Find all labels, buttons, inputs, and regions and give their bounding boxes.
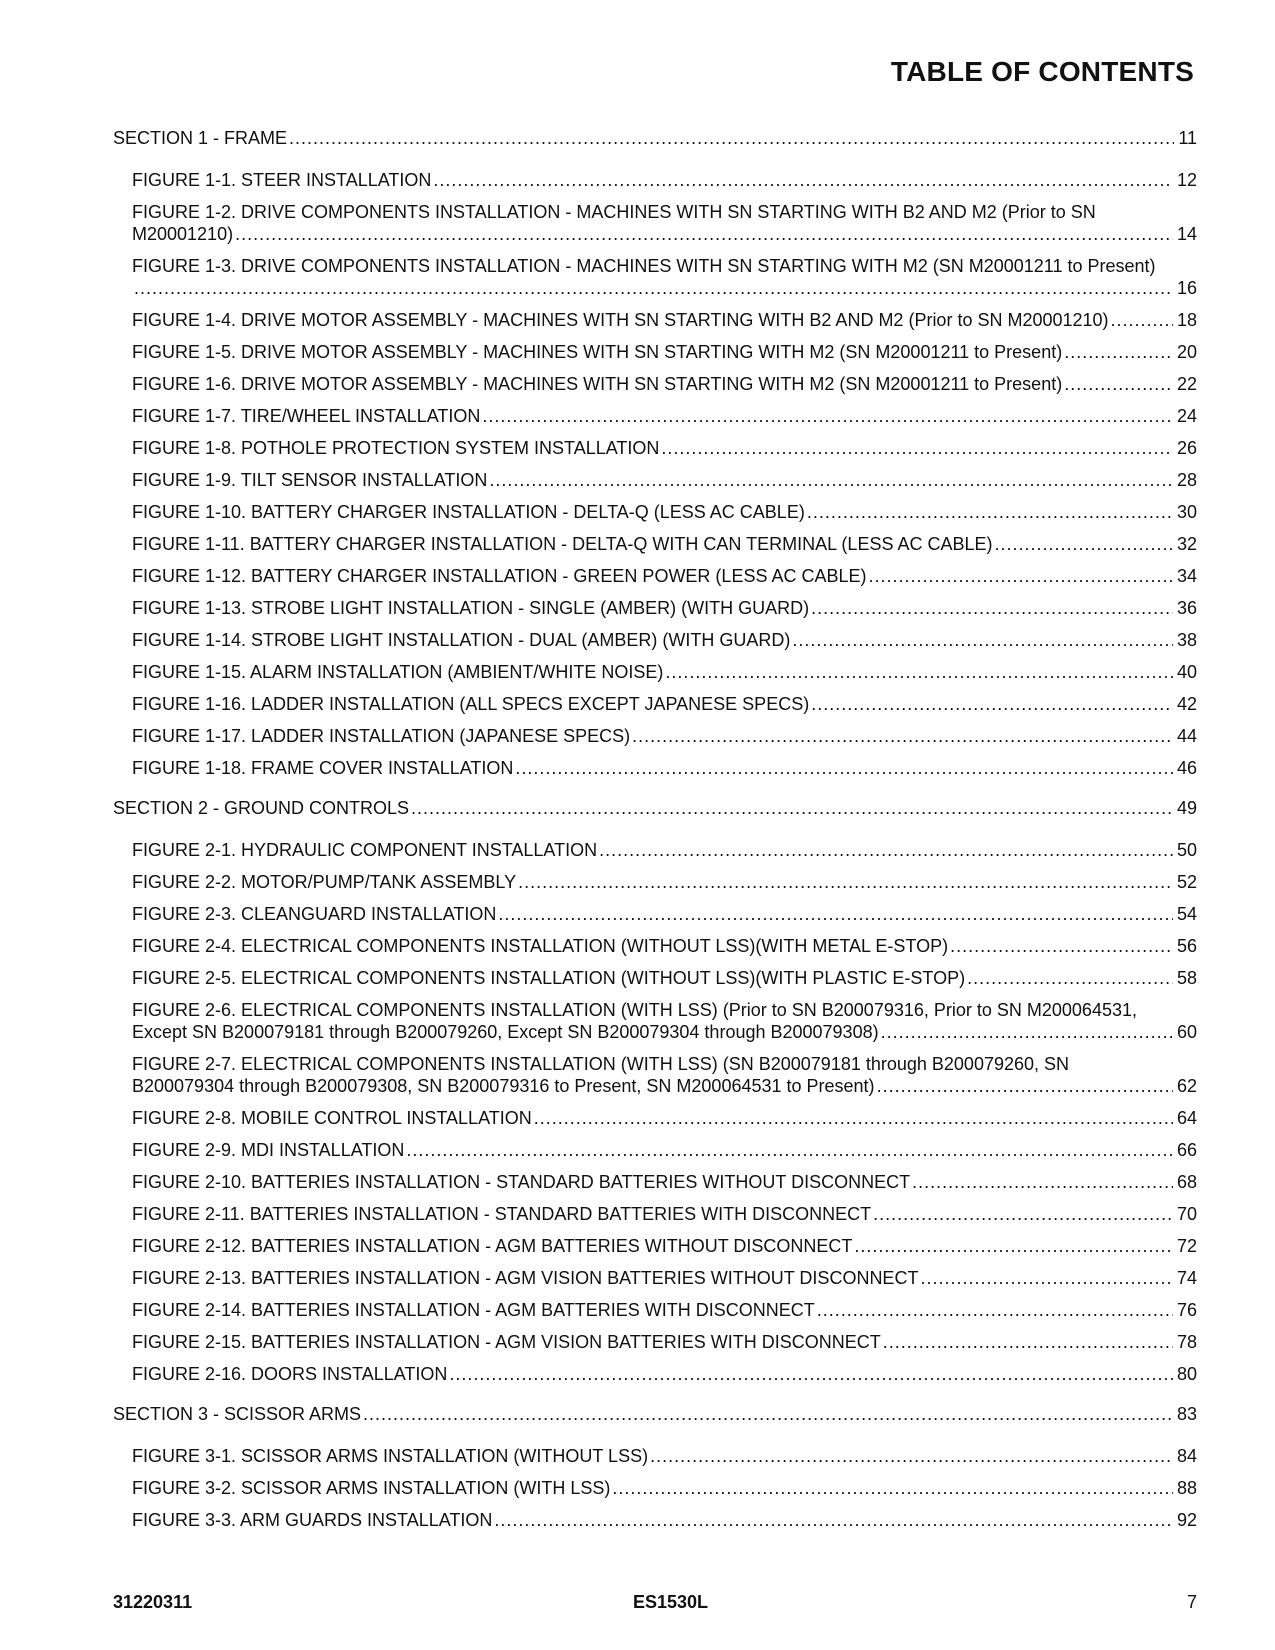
footer-doc-number: 31220311 bbox=[113, 1592, 193, 1612]
entry-label: FIGURE 1-11. BATTERY CHARGER INSTALLATION - DELTA-Q WITH CAN TERMINAL (LESS AC CABLE) bbox=[132, 534, 993, 554]
entry-page-number: 52 bbox=[1176, 872, 1197, 892]
figure-entry[interactable] bbox=[113, 1139, 1197, 1161]
figure-entry[interactable] bbox=[113, 341, 1197, 363]
entry-label: SECTION 2 - GROUND CONTROLS bbox=[113, 798, 410, 818]
dot-leader bbox=[406, 1139, 1173, 1161]
entry-label: SECTION 1 - FRAME bbox=[113, 128, 288, 148]
dot-leader bbox=[877, 1075, 1173, 1097]
entry-label: FIGURE 2-9. MDI INSTALLATION bbox=[132, 1140, 405, 1160]
entry-label: Except SN B200079181 through B200079260, Except SN B200079304 through B200079308) bbox=[132, 1022, 879, 1042]
section-entry[interactable] bbox=[113, 1403, 1197, 1425]
entry-page-number: 58 bbox=[1176, 968, 1197, 988]
figure-entry[interactable] bbox=[113, 437, 1197, 459]
entry-page-number: 44 bbox=[1176, 726, 1197, 746]
entry-label-line1: FIGURE 2-7. ELECTRICAL COMPONENTS INSTALLATION (WITH LSS) (SN B200079181 through B200079260, SN bbox=[132, 1054, 1070, 1074]
dot-leader bbox=[817, 1299, 1173, 1321]
figure-entry[interactable] bbox=[113, 839, 1197, 861]
figure-entry[interactable] bbox=[113, 935, 1197, 957]
entry-label: FIGURE 1-13. STROBE LIGHT INSTALLATION - SINGLE (AMBER) (WITH GUARD) bbox=[132, 598, 810, 618]
dot-leader bbox=[665, 661, 1173, 683]
dot-leader bbox=[881, 1021, 1173, 1043]
entry-label-line2[interactable] bbox=[132, 277, 1197, 299]
dot-leader bbox=[854, 1235, 1173, 1257]
figure-entry[interactable] bbox=[113, 597, 1197, 619]
entry-label: FIGURE 2-4. ELECTRICAL COMPONENTS INSTALLATION (WITHOUT LSS)(WITH METAL E-STOP) bbox=[132, 936, 949, 956]
entry-page-number: 26 bbox=[1176, 438, 1197, 458]
dot-leader bbox=[534, 1107, 1173, 1129]
entry-label: FIGURE 3-3. ARM GUARDS INSTALLATION bbox=[132, 1510, 493, 1530]
entry-page-number: 34 bbox=[1176, 566, 1197, 586]
entry-page-number: 22 bbox=[1176, 374, 1197, 394]
entry-label: FIGURE 3-2. SCISSOR ARMS INSTALLATION (WITH LSS) bbox=[132, 1478, 611, 1498]
entry-label: B200079304 through B200079308, SN B200079316 to Present, SN M200064531 to Present) bbox=[132, 1076, 875, 1096]
figure-entry[interactable] bbox=[113, 1445, 1197, 1467]
entry-page-number: 14 bbox=[1176, 224, 1197, 244]
entry-page-number: 62 bbox=[1176, 1076, 1197, 1096]
entry-page-number: 30 bbox=[1176, 502, 1197, 522]
entry-page-number: 24 bbox=[1176, 406, 1197, 426]
dot-leader bbox=[950, 935, 1173, 957]
figure-entry[interactable] bbox=[113, 169, 1197, 191]
entry-label-line2[interactable] bbox=[132, 1021, 1197, 1043]
figure-entry[interactable] bbox=[113, 501, 1197, 523]
footer-model: ES1530L bbox=[633, 1592, 709, 1612]
figure-entry[interactable] bbox=[113, 1053, 1197, 1097]
dot-leader bbox=[811, 693, 1173, 715]
figure-entry[interactable] bbox=[113, 757, 1197, 779]
dot-leader bbox=[1064, 373, 1173, 395]
entry-label: FIGURE 2-1. HYDRAULIC COMPONENT INSTALLATION bbox=[132, 840, 598, 860]
entry-page-number: 46 bbox=[1176, 758, 1197, 778]
dot-leader bbox=[632, 725, 1173, 747]
dot-leader bbox=[995, 533, 1173, 555]
figure-entry[interactable] bbox=[113, 309, 1197, 331]
section-entry[interactable] bbox=[113, 797, 1197, 819]
entry-label: FIGURE 1-6. DRIVE MOTOR ASSEMBLY - MACHINES WITH SN STARTING WITH M2 (SN M20001211 to Present) bbox=[132, 374, 1063, 394]
entry-page-number: 92 bbox=[1176, 1510, 1197, 1530]
figure-entry[interactable] bbox=[113, 725, 1197, 747]
figure-entry[interactable] bbox=[113, 565, 1197, 587]
footer-page-number: 7 bbox=[1186, 1592, 1197, 1612]
entry-page-number: 56 bbox=[1176, 936, 1197, 956]
dot-leader bbox=[449, 1363, 1173, 1385]
entry-page-number: 66 bbox=[1176, 1140, 1197, 1160]
entry-label: FIGURE 2-16. DOORS INSTALLATION bbox=[132, 1364, 448, 1384]
entry-page-number: 40 bbox=[1176, 662, 1197, 682]
entry-label: FIGURE 2-8. MOBILE CONTROL INSTALLATION bbox=[132, 1108, 532, 1128]
entry-page-number: 88 bbox=[1176, 1478, 1197, 1498]
entry-page-number: 83 bbox=[1176, 1404, 1197, 1424]
figure-entry[interactable] bbox=[113, 1171, 1197, 1193]
figure-entry[interactable] bbox=[113, 1363, 1197, 1385]
figure-entry[interactable] bbox=[113, 405, 1197, 427]
entry-label: FIGURE 1-5. DRIVE MOTOR ASSEMBLY - MACHINES WITH SN STARTING WITH M2 (SN M20001211 to Present) bbox=[132, 342, 1063, 362]
entry-page-number: 28 bbox=[1176, 470, 1197, 490]
entry-page-number: 12 bbox=[1176, 170, 1197, 190]
entry-label-line2[interactable] bbox=[132, 1075, 1197, 1097]
dot-leader bbox=[235, 223, 1173, 245]
entry-page-number: 50 bbox=[1176, 840, 1197, 860]
entry-page-number: 64 bbox=[1176, 1108, 1197, 1128]
entry-page-number: 70 bbox=[1176, 1204, 1197, 1224]
entry-page-number: 60 bbox=[1176, 1022, 1197, 1042]
figure-entry[interactable] bbox=[113, 1331, 1197, 1353]
page-title: TABLE OF CONTENTS bbox=[890, 56, 1194, 87]
figure-entry[interactable] bbox=[113, 469, 1197, 491]
entry-label: FIGURE 2-14. BATTERIES INSTALLATION - AGM BATTERIES WITH DISCONNECT bbox=[132, 1300, 815, 1320]
entry-label-line1: FIGURE 1-2. DRIVE COMPONENTS INSTALLATION - MACHINES WITH SN STARTING WITH B2 AND M2 (Prior to SN bbox=[132, 202, 1096, 222]
entry-label-line1: FIGURE 2-6. ELECTRICAL COMPONENTS INSTALLATION (WITH LSS) (Prior to SN B200079316, Prior to SN M200064531, bbox=[132, 1000, 1137, 1020]
dot-leader bbox=[920, 1267, 1173, 1289]
dot-leader bbox=[912, 1171, 1173, 1193]
dot-leader bbox=[811, 597, 1173, 619]
dot-leader bbox=[289, 127, 1174, 149]
entry-page-number: 18 bbox=[1176, 310, 1197, 330]
entry-page-number: 68 bbox=[1176, 1172, 1197, 1192]
entry-page-number: 74 bbox=[1176, 1268, 1197, 1288]
entry-label: FIGURE 1-9. TILT SENSOR INSTALLATION bbox=[132, 470, 488, 490]
figure-entry[interactable] bbox=[113, 629, 1197, 651]
figure-entry[interactable] bbox=[113, 693, 1197, 715]
entry-page-number: 49 bbox=[1176, 798, 1197, 818]
dot-leader bbox=[883, 1331, 1173, 1353]
dot-leader bbox=[498, 903, 1173, 925]
entry-page-number: 78 bbox=[1176, 1332, 1197, 1352]
figure-entry[interactable] bbox=[113, 201, 1197, 245]
entry-label: FIGURE 1-4. DRIVE MOTOR ASSEMBLY - MACHINES WITH SN STARTING WITH B2 AND M2 (Prior to SN M20001210) bbox=[132, 310, 1109, 330]
entry-page-number: 84 bbox=[1176, 1446, 1197, 1466]
dot-leader bbox=[489, 469, 1173, 491]
entry-page-number: 54 bbox=[1176, 904, 1197, 924]
entry-label: FIGURE 1-18. FRAME COVER INSTALLATION bbox=[132, 758, 514, 778]
dot-leader bbox=[518, 871, 1173, 893]
entry-page-number: 11 bbox=[1178, 128, 1197, 148]
dot-leader bbox=[792, 629, 1173, 651]
entry-label-line2[interactable] bbox=[132, 223, 1197, 245]
entry-label: FIGURE 2-11. BATTERIES INSTALLATION - STANDARD BATTERIES WITH DISCONNECT bbox=[132, 1204, 872, 1224]
dot-leader bbox=[869, 565, 1173, 587]
dot-leader bbox=[599, 839, 1173, 861]
figure-entry[interactable] bbox=[113, 871, 1197, 893]
entry-page-number: 42 bbox=[1176, 694, 1197, 714]
entry-label: FIGURE 2-12. BATTERIES INSTALLATION - AGM BATTERIES WITHOUT DISCONNECT bbox=[132, 1236, 853, 1256]
dot-leader bbox=[134, 277, 1173, 299]
dot-leader bbox=[433, 169, 1173, 191]
figure-entry[interactable] bbox=[113, 999, 1197, 1043]
figure-entry[interactable] bbox=[113, 661, 1197, 683]
entry-label: FIGURE 2-2. MOTOR/PUMP/TANK ASSEMBLY bbox=[132, 872, 517, 892]
dot-leader bbox=[494, 1509, 1173, 1531]
entry-label: FIGURE 1-10. BATTERY CHARGER INSTALLATION - DELTA-Q (LESS AC CABLE) bbox=[132, 502, 805, 522]
entry-page-number: 20 bbox=[1176, 342, 1197, 362]
dot-leader bbox=[661, 437, 1173, 459]
figure-entry[interactable] bbox=[113, 1509, 1197, 1531]
entry-label: FIGURE 2-10. BATTERIES INSTALLATION - STANDARD BATTERIES WITHOUT DISCONNECT bbox=[132, 1172, 911, 1192]
entry-label: FIGURE 3-1. SCISSOR ARMS INSTALLATION (WITHOUT LSS) bbox=[132, 1446, 649, 1466]
figure-entry[interactable] bbox=[113, 1299, 1197, 1321]
entry-label: FIGURE 2-5. ELECTRICAL COMPONENTS INSTALLATION (WITHOUT LSS)(WITH PLASTIC E-STOP) bbox=[132, 968, 966, 988]
figure-entry[interactable] bbox=[113, 967, 1197, 989]
entry-label: FIGURE 1-16. LADDER INSTALLATION (ALL SPECS EXCEPT JAPANESE SPECS) bbox=[132, 694, 810, 714]
dot-leader bbox=[873, 1203, 1173, 1225]
entry-label: FIGURE 1-1. STEER INSTALLATION bbox=[132, 170, 432, 190]
dot-leader bbox=[411, 797, 1173, 819]
entry-page-number: 72 bbox=[1176, 1236, 1197, 1256]
entry-page-number: 80 bbox=[1176, 1364, 1197, 1384]
dot-leader bbox=[363, 1403, 1173, 1425]
dot-leader bbox=[482, 405, 1173, 427]
dot-leader bbox=[612, 1477, 1173, 1499]
entry-label: SECTION 3 - SCISSOR ARMS bbox=[113, 1404, 362, 1424]
figure-entry[interactable] bbox=[113, 533, 1197, 555]
entry-label: FIGURE 2-13. BATTERIES INSTALLATION - AGM VISION BATTERIES WITHOUT DISCONNECT bbox=[132, 1268, 919, 1288]
entry-page-number: 36 bbox=[1176, 598, 1197, 618]
entry-label: FIGURE 1-14. STROBE LIGHT INSTALLATION - DUAL (AMBER) (WITH GUARD) bbox=[132, 630, 791, 650]
entry-label: FIGURE 1-8. POTHOLE PROTECTION SYSTEM INSTALLATION bbox=[132, 438, 660, 458]
entry-label-line1: FIGURE 1-3. DRIVE COMPONENTS INSTALLATION - MACHINES WITH SN STARTING WITH M2 (SN M20001211 to Present) bbox=[132, 256, 1156, 276]
entry-label: FIGURE 1-12. BATTERY CHARGER INSTALLATION - GREEN POWER (LESS AC CABLE) bbox=[132, 566, 867, 586]
entry-page-number: 32 bbox=[1176, 534, 1197, 554]
dot-leader bbox=[807, 501, 1173, 523]
figure-entry[interactable] bbox=[113, 373, 1197, 395]
entry-label: M20001210) bbox=[132, 224, 234, 244]
entry-label: FIGURE 2-3. CLEANGUARD INSTALLATION bbox=[132, 904, 497, 924]
dot-leader bbox=[515, 757, 1173, 779]
figure-entry[interactable] bbox=[113, 1267, 1197, 1289]
entry-label: FIGURE 1-15. ALARM INSTALLATION (AMBIENT/WHITE NOISE) bbox=[132, 662, 664, 682]
figure-entry[interactable] bbox=[113, 903, 1197, 925]
figure-entry[interactable] bbox=[113, 1235, 1197, 1257]
entry-page-number: 76 bbox=[1176, 1300, 1197, 1320]
dot-leader bbox=[1064, 341, 1173, 363]
dot-leader bbox=[1111, 309, 1173, 331]
entry-label: FIGURE 2-15. BATTERIES INSTALLATION - AGM VISION BATTERIES WITH DISCONNECT bbox=[132, 1332, 881, 1352]
figure-entry[interactable] bbox=[113, 255, 1197, 299]
table-of-contents bbox=[113, 127, 1197, 1531]
entry-label: FIGURE 1-7. TIRE/WHEEL INSTALLATION bbox=[132, 406, 481, 426]
entry-page-number: 38 bbox=[1176, 630, 1197, 650]
figure-entry[interactable] bbox=[113, 1107, 1197, 1129]
dot-leader bbox=[650, 1445, 1173, 1467]
section-entry[interactable] bbox=[113, 127, 1197, 149]
dot-leader bbox=[967, 967, 1173, 989]
entry-label: FIGURE 1-17. LADDER INSTALLATION (JAPANESE SPECS) bbox=[132, 726, 631, 746]
entry-page-number: 16 bbox=[1176, 278, 1197, 298]
figure-entry[interactable] bbox=[113, 1477, 1197, 1499]
figure-entry[interactable] bbox=[113, 1203, 1197, 1225]
